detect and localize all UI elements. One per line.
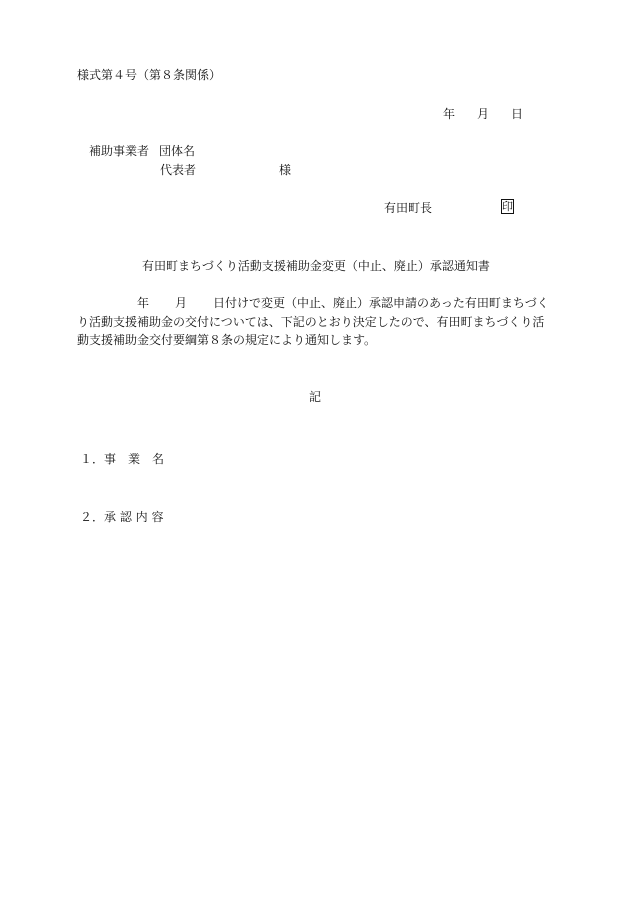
sender-title: 有田町長 — [384, 201, 433, 215]
date-year: 年 — [443, 107, 456, 121]
body-year: 年 — [137, 296, 150, 310]
representative-label: 代表者 — [160, 163, 197, 177]
honorific-suffix: 様 — [279, 163, 292, 177]
item-label: 事 業 名 — [104, 452, 165, 466]
document-title: 有田町まちづくり活動支援補助金変更（中止、廃止）承認通知書 — [142, 259, 490, 273]
body-paragraph — [77, 294, 555, 350]
recipient-organization — [89, 145, 195, 157]
date-line — [443, 108, 523, 120]
recipient-label: 補助事業者 — [89, 144, 150, 158]
item-number: ２． — [80, 510, 105, 524]
recipient-representative — [160, 164, 291, 176]
seal-stamp: 印 — [502, 200, 513, 213]
item-project-name — [80, 453, 164, 465]
form-number: 様式第４号（第８条関係） — [77, 68, 222, 82]
body-text: 日付けで変更（中止、廃止）承認申請のあった有田町まちづくり活動支援補助金の交付については、下記のとおり決定したので、有田町まちづくり活動支援補助金交付要綱第８条の規定により通知します。 — [77, 296, 549, 347]
date-month: 月 — [477, 107, 490, 121]
item-label: 承 認 内 容 — [104, 510, 164, 524]
item-number: １． — [80, 452, 105, 466]
date-day: 日 — [511, 107, 524, 121]
item-approval-content — [80, 511, 163, 523]
body-month: 月 — [175, 296, 188, 310]
ki-heading: 記 — [309, 390, 322, 404]
organization-label: 団体名 — [159, 144, 196, 158]
